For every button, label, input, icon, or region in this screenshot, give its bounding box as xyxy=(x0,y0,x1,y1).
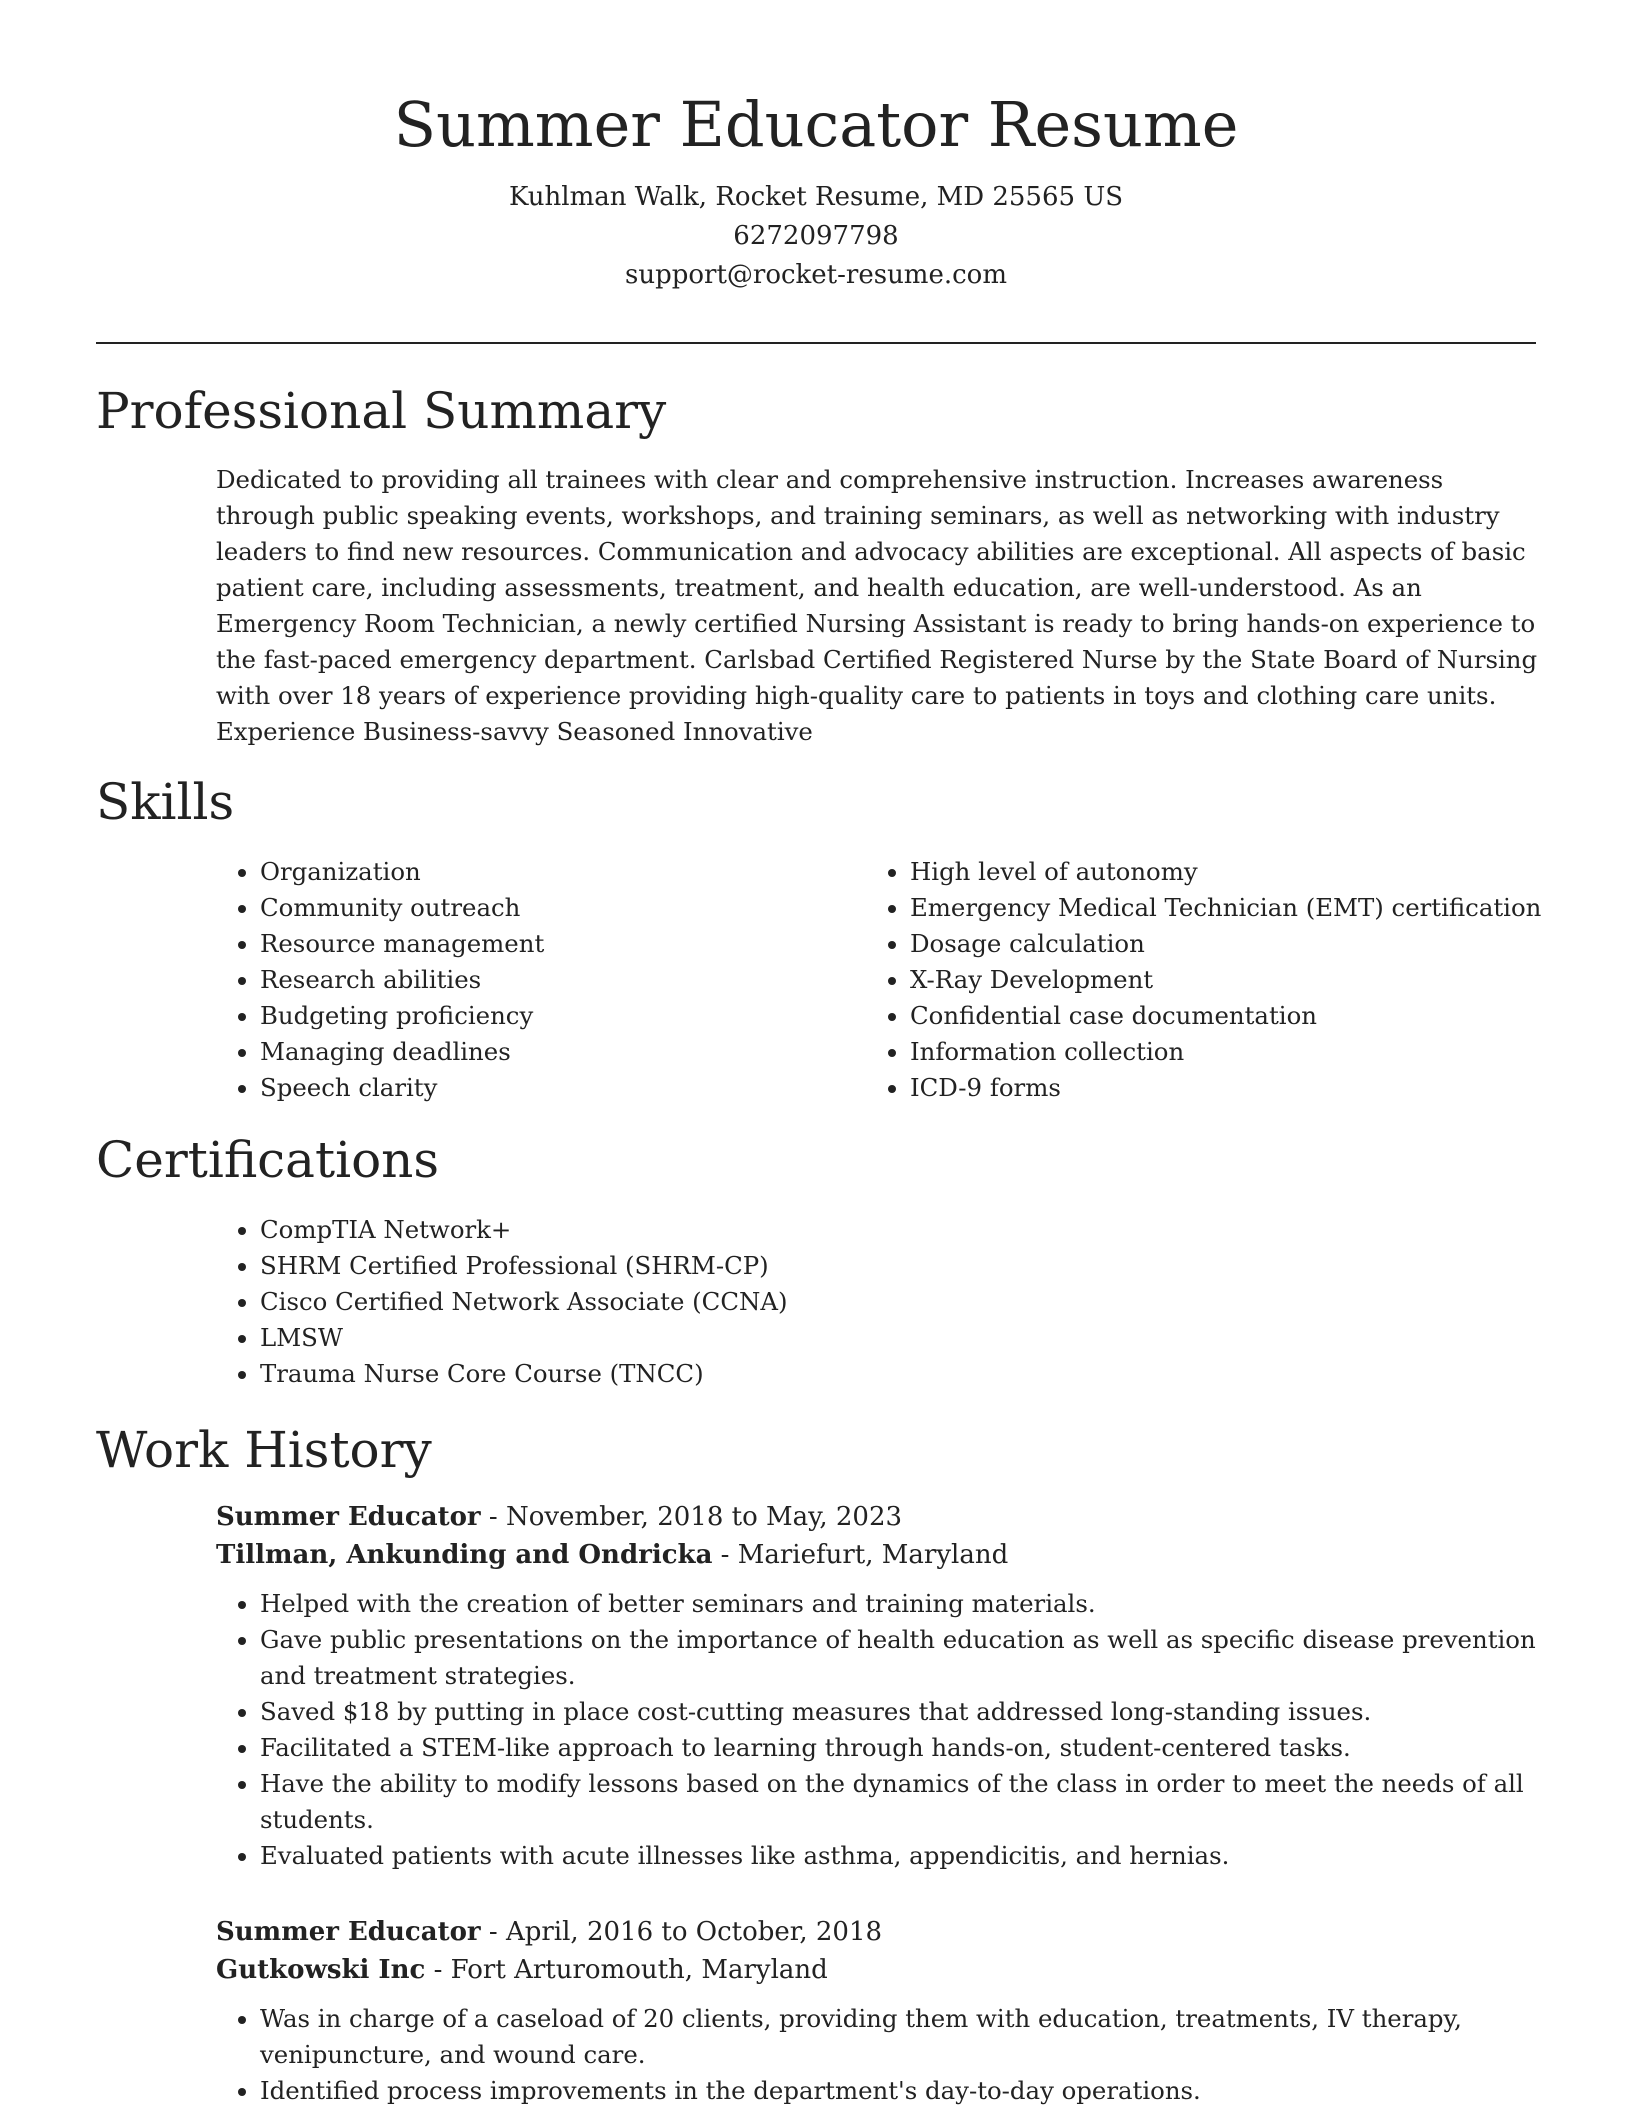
job-bullet: • Identified process improvements in the department's day-to-day operations. xyxy=(260,2073,1546,2109)
job-bullet: • Helped with the creation of better seminars and training materials. xyxy=(260,1586,1546,1622)
job-location: - Mariefurt, Maryland xyxy=(712,1540,1009,1570)
job-location: - Fort Arturomouth, Maryland xyxy=(425,1955,828,1985)
job-dates: - April, 2016 to October, 2018 xyxy=(480,1917,883,1947)
skill-item: • Confidential case documentation xyxy=(910,998,1546,1034)
skills-list-right xyxy=(866,854,1546,1106)
skills-list-left xyxy=(216,854,836,1106)
job-bullets xyxy=(216,2001,1546,2109)
job-title-line xyxy=(216,1498,1546,1536)
certification-item: • SHRM Certified Professional (SHRM-CP) xyxy=(260,1248,1216,1284)
job-company-line xyxy=(216,1536,1546,1574)
skill-item: • Information collection xyxy=(910,1034,1546,1070)
skill-item: • Organization xyxy=(260,854,836,890)
resume-title: Summer Educator Resume xyxy=(393,88,1239,161)
skill-item: • Speech clarity xyxy=(260,1070,836,1106)
job-company-line xyxy=(216,1951,1546,1989)
certification-item: • Cisco Certified Network Associate (CCNA) xyxy=(260,1284,1216,1320)
skills-column-left xyxy=(216,854,836,1106)
skill-item: • Managing deadlines xyxy=(260,1034,836,1070)
skill-item: • Research abilities xyxy=(260,962,836,998)
job-dates: - November, 2018 to May, 2023 xyxy=(480,1502,903,1532)
job-entry xyxy=(216,1913,1546,2109)
job-bullet: • Was in charge of a caseload of 20 clients, providing them with education, treatments, IV therapy, venipuncture, and wound care. xyxy=(260,2001,1546,2073)
resume-header xyxy=(0,80,1632,290)
job-bullet: • Saved $18 by putting in place cost-cutting measures that addressed long-standing issues. xyxy=(260,1694,1546,1730)
skills-column-right xyxy=(866,854,1546,1106)
job-bullet: • Evaluated patients with acute illnesses like asthma, appendicitis, and hernias. xyxy=(260,1838,1546,1874)
skill-item: • Budgeting proficiency xyxy=(260,998,836,1034)
section-heading-summary: Professional Summary xyxy=(96,382,667,440)
skill-item: • Dosage calculation xyxy=(910,926,1546,962)
job-bullets xyxy=(216,1586,1546,1874)
certification-item: • Trauma Nurse Core Course (TNCC) xyxy=(260,1356,1216,1392)
contact-email: support@rocket-resume.com xyxy=(624,260,1007,290)
job-entry xyxy=(216,1498,1546,1874)
job-bullet: • Gave public presentations on the importance of health education as well as specific disease prevention and treatment strategies. xyxy=(260,1622,1546,1694)
skill-item: • Community outreach xyxy=(260,890,836,926)
certification-item: • LMSW xyxy=(260,1320,1216,1356)
certifications-block xyxy=(216,1212,1216,1392)
section-heading-skills: Skills xyxy=(96,773,235,831)
section-heading-certifications: Certifications xyxy=(96,1131,440,1189)
contact-block xyxy=(0,178,1632,295)
job-bullet: • Have the ability to modify lessons based on the dynamics of the class in order to meet the needs of all students. xyxy=(260,1766,1546,1838)
job-company: Gutkowski Inc xyxy=(216,1955,426,1985)
section-heading-work-history: Work History xyxy=(96,1421,432,1479)
skill-item: • High level of autonomy xyxy=(910,854,1546,890)
job-title: Summer Educator xyxy=(216,1917,481,1947)
skill-item: • X-Ray Development xyxy=(910,962,1546,998)
skill-item: • ICD-9 forms xyxy=(910,1070,1546,1106)
job-title: Summer Educator xyxy=(216,1502,481,1532)
skill-item: • Emergency Medical Technician (EMT) certification xyxy=(910,890,1546,926)
certification-item: • CompTIA Network+ xyxy=(260,1212,1216,1248)
certifications-list xyxy=(216,1212,1216,1392)
skill-item: • Resource management xyxy=(260,926,836,962)
job-company: Tillman, Ankunding and Ondricka xyxy=(216,1540,713,1570)
summary-text: Dedicated to providing all trainees with clear and comprehensive instruction. Increases awareness through public speaking events, workshops, and training seminars, as well as networking with industry leaders to find new resources. Communication and advocacy abilities are exceptional. All aspects of basic patient care, including assessments, treatment, and health education, are well-understood. As an Emergency Room Technician, a newly certified Nursing Assistant is ready to bring hands-on experience to the fast-paced emergency department. Carlsbad Certified Registered Nurse by the State Board of Nursing with over 18 years of experience providing high-quality care to patients in toys and clothing care units. Experience Business-savvy Seasoned Innovative xyxy=(216,465,1538,746)
contact-address: Kuhlman Walk, Rocket Resume, MD 25565 US xyxy=(508,182,1124,212)
contact-phone: 6272097798 xyxy=(733,221,899,251)
job-title-line xyxy=(216,1913,1546,1951)
header-divider xyxy=(96,342,1536,344)
job-bullet: • Facilitated a STEM-like approach to learning through hands-on, student-centered tasks. xyxy=(260,1730,1546,1766)
